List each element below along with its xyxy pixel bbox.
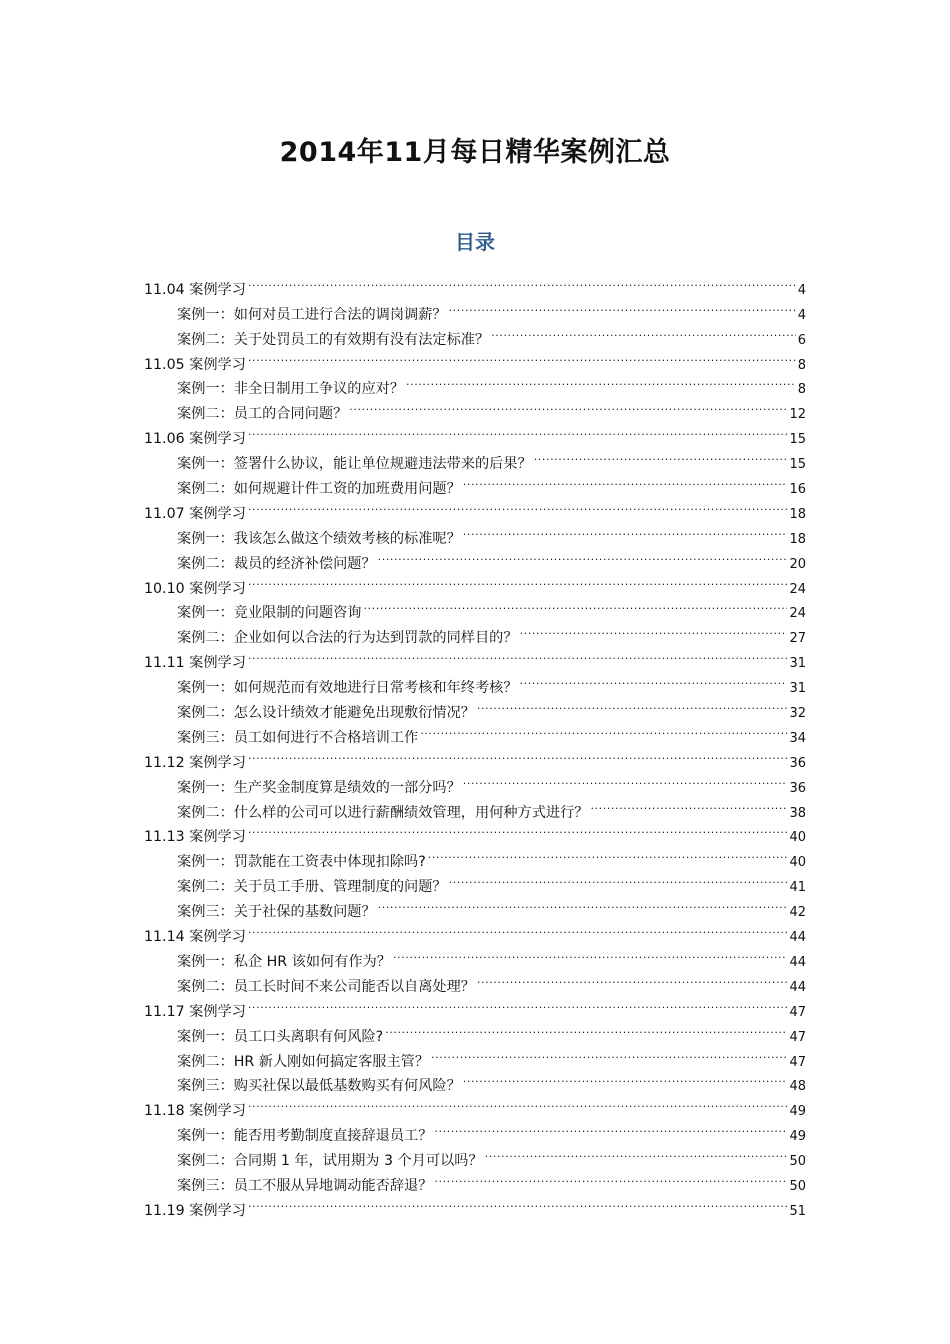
toc-page-number: 15	[789, 432, 806, 448]
toc-dot-leader	[248, 344, 796, 369]
toc-page-number: 51	[789, 1203, 806, 1219]
toc-dot-leader	[248, 493, 788, 518]
toc-entry-label: 案例二：怎么设计绩效才能避免出现敷衍情况？	[177, 705, 475, 722]
toc-page-number: 36	[789, 780, 806, 796]
toc-entry-label: 11.14 案例学习	[144, 929, 246, 946]
toc-page-number: 8	[797, 357, 806, 373]
toc-entry-label: 案例二：员工长时间不来公司能否以自离处理？	[177, 978, 475, 995]
toc-page-number: 44	[789, 930, 806, 946]
toc-dot-leader	[534, 443, 788, 468]
toc-heading: 目录	[455, 230, 495, 254]
toc-page-number: 44	[789, 979, 806, 995]
toc-entry-label: 案例一：如何对员工进行合法的调岗调薪？	[177, 306, 447, 323]
toc-dot-leader	[385, 1016, 787, 1041]
toc-dot-leader	[463, 767, 788, 792]
toc-page-number: 15	[789, 457, 806, 473]
toc-entry-label: 案例一：如何规范而有效地进行日常考核和年终考核？	[177, 680, 518, 697]
toc-page-number: 8	[797, 382, 806, 398]
toc-entry-label: 案例二：裁员的经济补偿问题？	[177, 555, 376, 572]
toc-page-number: 50	[789, 1154, 806, 1170]
toc-dot-leader	[248, 642, 788, 667]
toc-entry-label: 11.07 案例学习	[144, 505, 246, 522]
toc-dot-leader	[463, 1066, 788, 1091]
toc-dot-leader	[463, 468, 788, 493]
toc-entry-label: 案例二：什么样的公司可以进行薪酬绩效管理，用何种方式进行？	[177, 804, 589, 821]
toc-dot-leader	[349, 393, 787, 418]
toc-dot-leader	[248, 269, 796, 294]
toc-page-number: 40	[789, 830, 806, 846]
toc-dot-leader	[378, 891, 788, 916]
toc-page-number: 31	[789, 656, 806, 672]
toc-dot-leader	[491, 319, 796, 344]
toc-entry-label: 案例二：关于员工手册、管理制度的问题？	[177, 879, 447, 896]
toc-entry-label: 案例三：员工如何进行不合格培训工作	[177, 729, 419, 746]
toc-entry-label: 案例三：关于社保的基数问题？	[177, 904, 376, 921]
toc-entry-label: 案例一：竞业限制的问题咨询	[177, 605, 362, 622]
toc-dot-leader	[485, 1140, 788, 1165]
toc-page-number: 4	[797, 307, 806, 323]
toc-page-number: 24	[789, 581, 806, 597]
toc-page-number: 32	[789, 706, 806, 722]
toc-page-number: 18	[789, 531, 806, 547]
toc-dot-leader	[393, 941, 787, 966]
toc-page-number: 24	[789, 606, 806, 622]
toc-page-number: 34	[789, 730, 806, 746]
toc-dot-leader	[406, 369, 796, 394]
toc-entry-label: 11.05 案例学习	[144, 356, 246, 373]
toc-entry-label: 案例一：我该怎么做这个绩效考核的标准呢？	[177, 530, 461, 547]
document-title: 2014年11月每日精华案例汇总	[279, 137, 671, 168]
toc-dot-leader	[248, 991, 788, 1016]
toc-page-number: 47	[789, 1004, 806, 1020]
toc-page-number: 4	[797, 282, 806, 298]
toc-dot-leader	[477, 692, 788, 717]
toc-dot-leader	[434, 1165, 787, 1190]
toc-page-number: 36	[789, 755, 806, 771]
toc-entry-label: 案例一：员工口头离职有何风险?	[177, 1028, 384, 1045]
toc-entry-label: 案例二：员工的合同问题？	[177, 406, 348, 423]
toc-dot-leader	[428, 841, 788, 866]
table-of-contents	[144, 269, 806, 1219]
toc-page-number: 50	[789, 1178, 806, 1194]
toc-entry-label: 11.19 案例学习	[144, 1202, 246, 1219]
toc-dot-leader	[520, 617, 788, 642]
toc-dot-leader	[431, 1041, 787, 1066]
toc-page-number: 31	[789, 681, 806, 697]
toc-entry-label: 11.06 案例学习	[144, 431, 246, 448]
toc-dot-leader	[248, 1090, 788, 1115]
toc-page-number: 42	[789, 905, 806, 921]
toc-entry-label: 案例二：HR 新人刚如何搞定客服主管？	[177, 1053, 430, 1070]
toc-entry-label: 案例三：员工不服从异地调动能否辞退？	[177, 1177, 433, 1194]
toc-entry-label: 案例二：企业如何以合法的行为达到罚款的同样目的？	[177, 630, 518, 647]
toc-dot-leader	[248, 568, 788, 593]
toc-entry-label: 案例一：非全日制用工争议的应对？	[177, 381, 405, 398]
toc-section-entry[interactable]	[144, 269, 806, 298]
toc-page-number: 44	[789, 954, 806, 970]
toc-entry-label: 案例二：合同期 1 年，试用期为 3 个月可以吗？	[177, 1153, 483, 1170]
toc-dot-leader	[463, 518, 788, 543]
toc-dot-leader	[248, 418, 788, 443]
toc-dot-leader	[520, 667, 788, 692]
toc-page-number: 49	[789, 1129, 806, 1145]
toc-page-number: 41	[789, 880, 806, 896]
toc-dot-leader	[248, 1190, 788, 1215]
toc-entry-label: 11.13 案例学习	[144, 829, 246, 846]
toc-dot-leader	[248, 742, 788, 767]
toc-dot-leader	[378, 543, 788, 568]
toc-page-number: 6	[797, 332, 806, 348]
toc-dot-leader	[449, 866, 788, 891]
toc-page-number: 38	[789, 805, 806, 821]
toc-page-number: 48	[789, 1079, 806, 1095]
toc-entry-label: 案例一：能否用考勤制度直接辞退员工？	[177, 1128, 433, 1145]
toc-page-number: 12	[789, 407, 806, 423]
toc-page-number: 40	[789, 855, 806, 871]
toc-entry-label: 案例一：签署什么协议，能让单位规避违法带来的后果？	[177, 456, 532, 473]
toc-dot-leader	[477, 966, 788, 991]
toc-entry-label: 11.11 案例学习	[144, 655, 246, 672]
toc-entry-label: 案例一：罚款能在工资表中体现扣除吗?	[177, 854, 426, 871]
toc-page-number: 16	[789, 482, 806, 498]
toc-entry-label: 11.18 案例学习	[144, 1103, 246, 1120]
toc-dot-leader	[420, 717, 787, 742]
toc-dot-leader	[363, 593, 787, 618]
toc-page-number: 47	[789, 1054, 806, 1070]
toc-page-number: 27	[789, 631, 806, 647]
toc-entry-label: 案例一：生产奖金制度算是绩效的一部分吗？	[177, 779, 461, 796]
toc-dot-leader	[434, 1115, 787, 1140]
toc-dot-leader	[449, 294, 796, 319]
toc-entry-label: 案例一：私企 HR 该如何有作为？	[177, 953, 391, 970]
toc-page-number: 20	[789, 556, 806, 572]
toc-page-number: 47	[789, 1029, 806, 1045]
toc-entry-label: 案例三：购买社保以最低基数购买有何风险？	[177, 1078, 461, 1095]
toc-dot-leader	[248, 916, 788, 941]
toc-dot-leader	[248, 817, 788, 842]
toc-entry-label: 10.10 案例学习	[144, 580, 246, 597]
toc-entry-label: 案例二：如何规避计件工资的加班费用问题？	[177, 481, 461, 498]
toc-page-number: 49	[789, 1104, 806, 1120]
toc-entry-label: 11.04 案例学习	[144, 281, 246, 298]
toc-page-number: 18	[789, 506, 806, 522]
toc-entry-label: 案例二：关于处罚员工的有效期有没有法定标准？	[177, 331, 490, 348]
toc-entry-label: 11.12 案例学习	[144, 754, 246, 771]
toc-entry-label: 11.17 案例学习	[144, 1003, 246, 1020]
toc-dot-leader	[590, 792, 787, 817]
